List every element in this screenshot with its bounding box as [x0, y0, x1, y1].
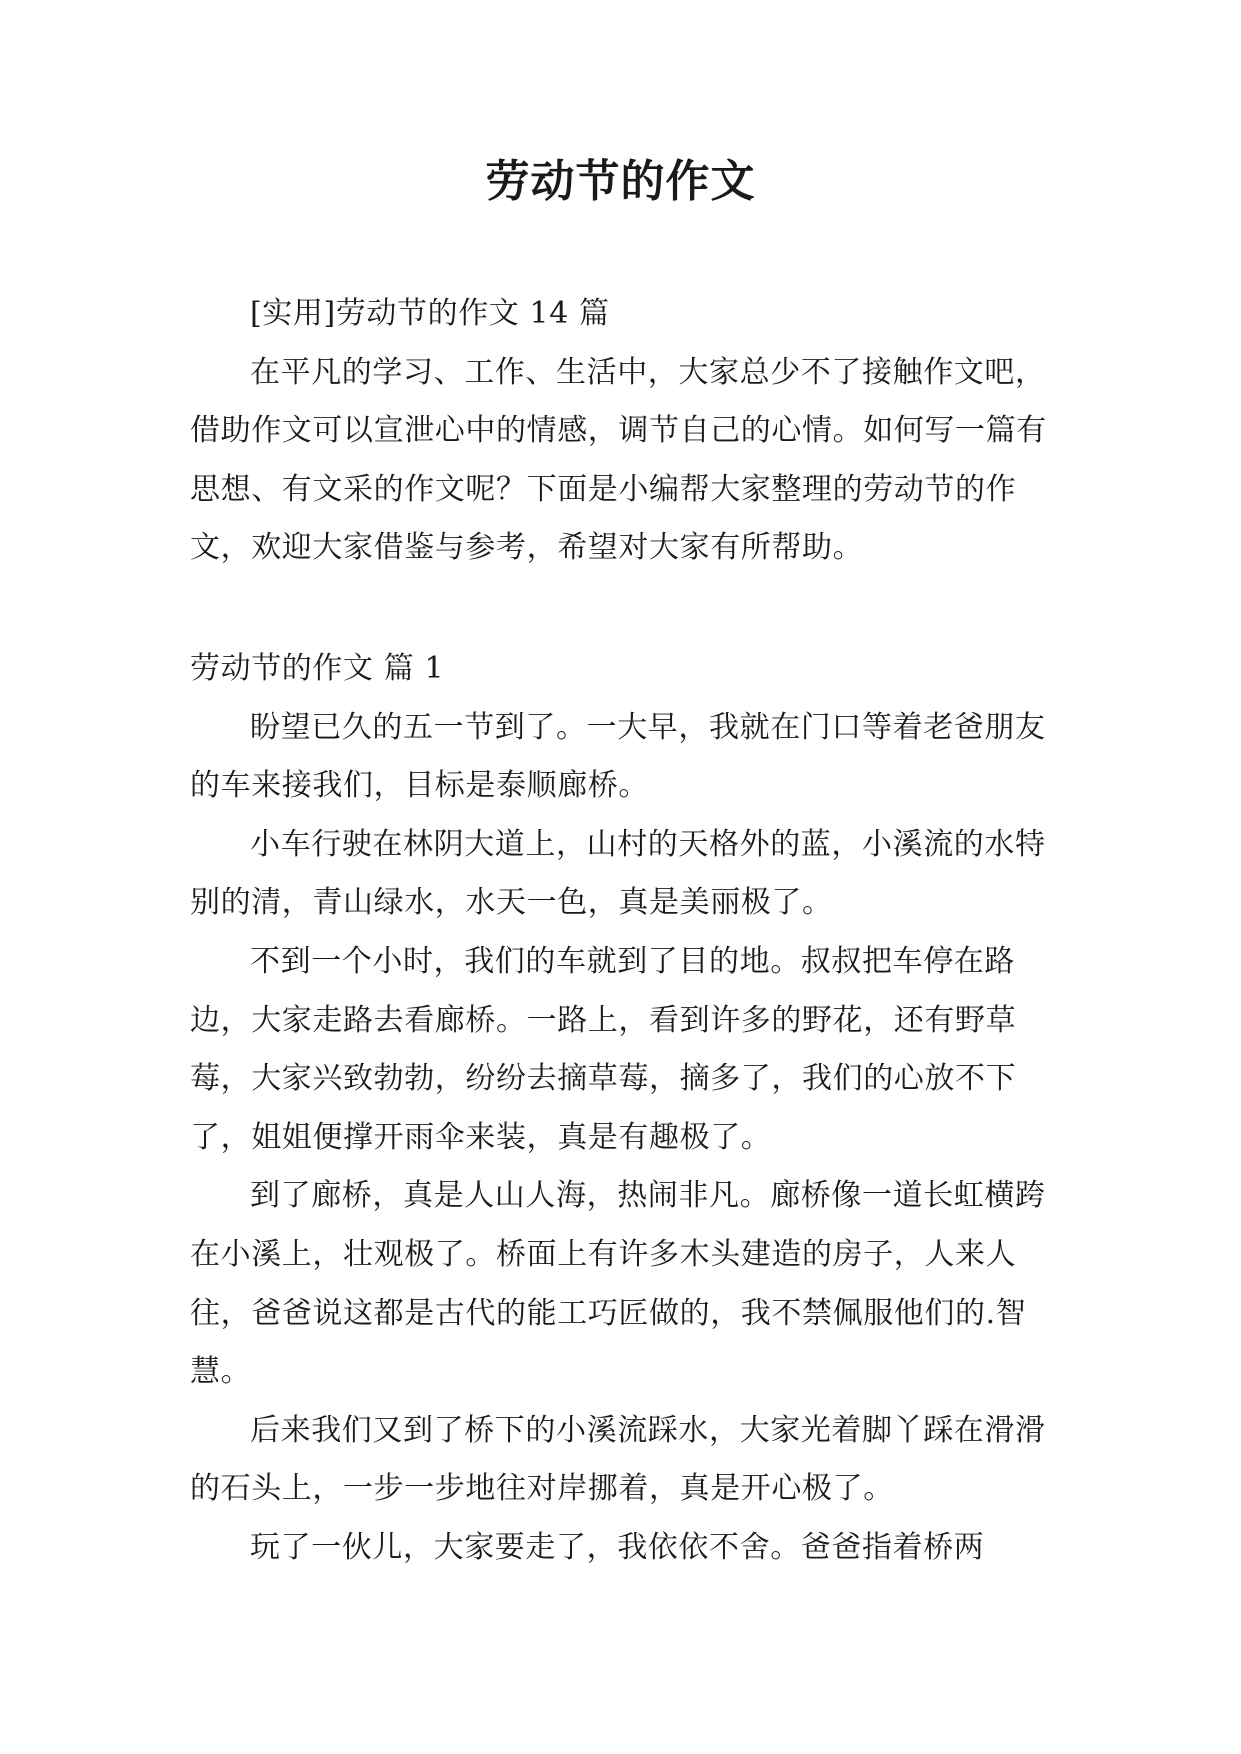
- document-title: 劳动节的作文: [485, 156, 756, 207]
- paragraph: 不到一个小时，我们的车就到了目的地。叔叔把车停在路边，大家走路去看廊桥。一路上，看到许多的野花，还有野草莓，大家兴致勃勃，纷纷去摘草莓，摘多了，我们的心放不下了，姐姐便撑开雨伞来装，真是有趣极了。: [190, 943, 1017, 1155]
- section-1: [190, 640, 1052, 1578]
- intro-subtitle: [实用]劳动节的作文 14 篇: [250, 296, 610, 331]
- paragraph: 到了廊桥，真是人山人海，热闹非凡。廊桥像一道长虹横跨在小溪上，壮观极了。桥面上有许多木头建造的房子，人来人往，爸爸说这都是古代的能工巧匠做的，我不禁佩服他们的.智慧。: [190, 1178, 1046, 1390]
- intro-paragraph: 在平凡的学习、工作、生活中，大家总少不了接触作文吧，借助作文可以宣泄心中的情感，调节自己的心情。如何写一篇有思想、有文采的作文呢？下面是小编帮大家整理的劳动节的作文，欢迎大家借鉴与参考，希望对大家有所帮助。: [190, 354, 1047, 566]
- paragraph: 盼望已久的五一节到了。一大早，我就在门口等着老爸朋友的车来接我们，目标是泰顺廊桥。: [190, 709, 1046, 804]
- paragraph: 后来我们又到了桥下的小溪流踩水，大家光着脚丫踩在滑滑的石头上，一步一步地往对岸挪着，真是开心极了。: [190, 1412, 1046, 1507]
- intro-block: [190, 285, 1052, 578]
- paragraph: 玩了一伙儿，大家要走了，我依依不舍。爸爸指着桥两: [250, 1529, 985, 1565]
- section-heading: 劳动节的作文 篇 1: [190, 651, 445, 686]
- paragraph: 小车行驶在林阴大道上，山村的天格外的蓝，小溪流的水特别的清，青山绿水，水天一色，真是美丽极了。: [190, 826, 1046, 921]
